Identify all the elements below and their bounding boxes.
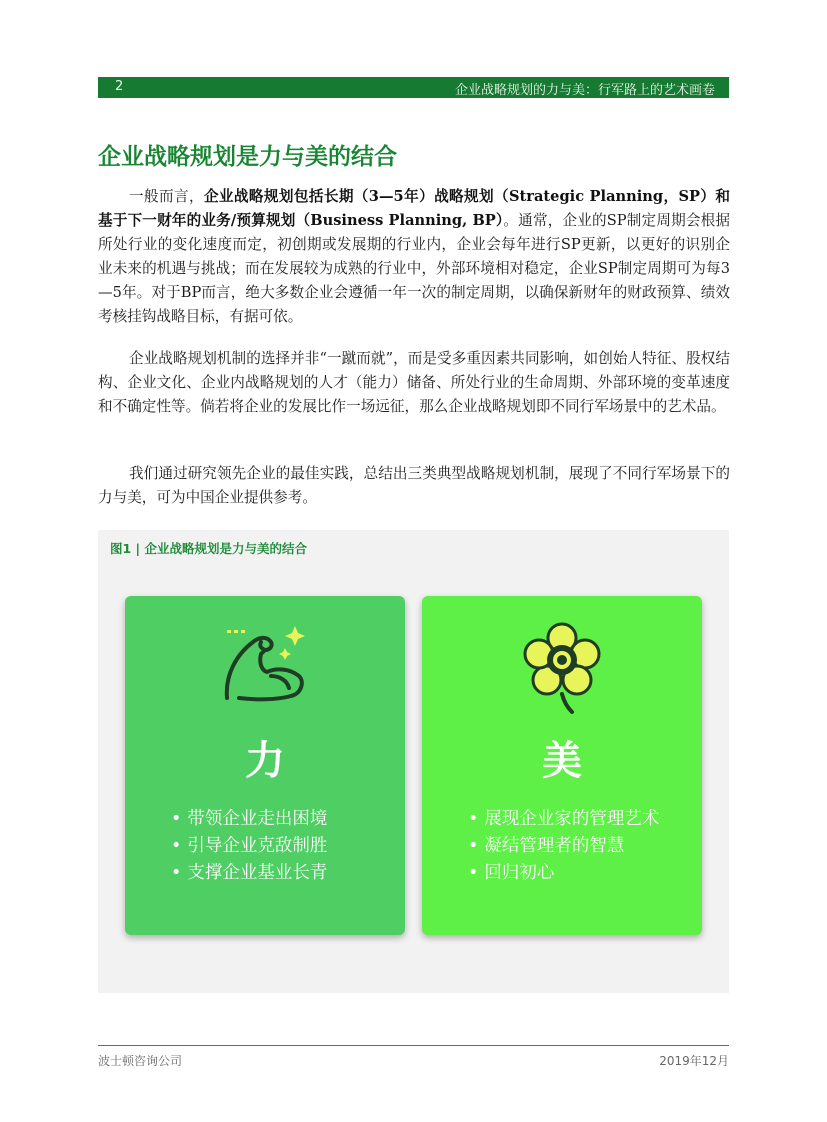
paragraph-1-rest: 。通常，企业的SP制定周期会根据所处行业的变化速度而定，初创期或发展期的行业内，企业会每年进行SP更新，以更好的识别企业未来的机遇与挑战；而在发展较为成熟的行业中，外部环境相对稳定，企业SP制定周期可为每3—5年。对于BP而言，绝大多数企业会遵循一年一次的制定周期，以确保新财年的财政预算、绩效考核挂钩战略目标，有据可依。 (98, 212, 730, 325)
footer-date: 2019年12月 (659, 1054, 729, 1068)
paragraph-1 (98, 185, 730, 329)
page-header-bar (98, 77, 729, 98)
flexed-arm-icon (217, 618, 313, 714)
card-strength (125, 596, 405, 935)
card-strength-character: 力 (245, 738, 285, 784)
figure-panel (98, 530, 729, 993)
card-beauty (422, 596, 702, 935)
list-item: • 支撑企业基业长青 (171, 860, 327, 887)
list-item: • 引导企业克敌制胜 (171, 833, 327, 860)
paragraph-1-bold: 企业战略规划包括长期（3—5年）战略规划（Strategic Planning，SP）和基于下一财年的业务/预算规划（Business Planning, BP） (98, 188, 730, 229)
paragraph-1-lead: 一般而言， (129, 188, 204, 205)
list-item: • 展现企业家的管理艺术 (468, 806, 659, 833)
running-title: 企业战略规划的力与美：行军路上的艺术画卷 (454, 83, 715, 98)
list-item: • 回归初心 (468, 860, 659, 887)
paragraph-3: 我们通过研究领先企业的最佳实践，总结出三类典型战略规划机制，展现了不同行军场景下的力与美，可为中国企业提供参考。 (98, 465, 730, 506)
card-strength-list (171, 806, 327, 887)
footer-divider (98, 1045, 729, 1046)
figure-caption: 图1 | 企业战略规划是力与美的结合 (110, 541, 307, 556)
card-beauty-list (468, 806, 659, 887)
flower-icon (514, 618, 610, 714)
card-beauty-character: 美 (542, 738, 582, 784)
page-number: 2 (115, 79, 124, 94)
paragraph-2: 企业战略规划机制的选择并非“一蹴而就”，而是受多重因素共同影响，如创始人特征、股权结构、企业文化、企业内战略规划的人才（能力）储备、所处行业的生命周期、外部环境的变革速度和不确定性等。倘若将企业的发展比作一场远征，那么企业战略规划即不同行军场景中的艺术品。 (98, 350, 730, 415)
list-item: • 凝结管理者的智慧 (468, 833, 659, 860)
footer-organization: 波士顿咨询公司 (98, 1054, 183, 1068)
list-item: • 带领企业走出困境 (171, 806, 327, 833)
section-title: 企业战略规划是力与美的结合 (98, 143, 397, 170)
